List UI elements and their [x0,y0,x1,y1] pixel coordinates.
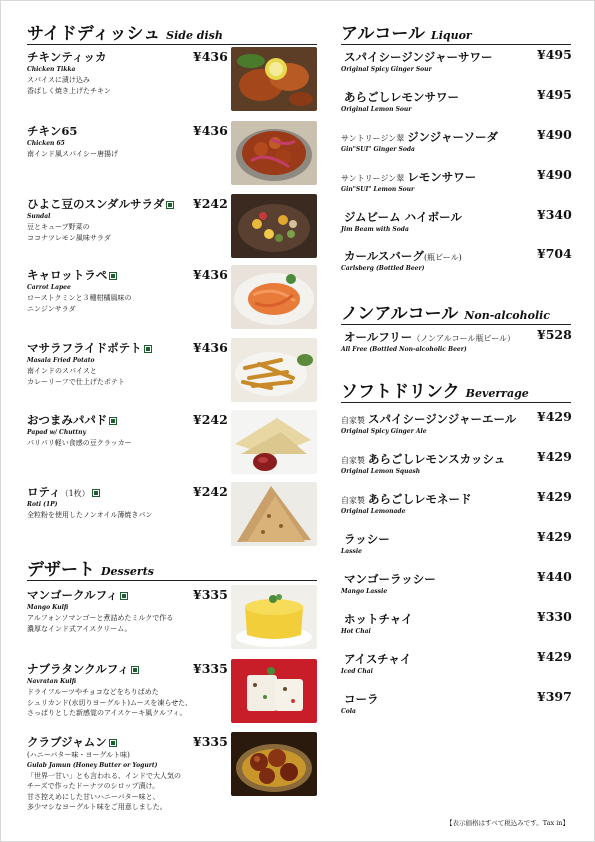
item-english-name: Chicken 65 [27,140,65,147]
drink-name: ジムビーム ハイボール [344,210,462,224]
nonalcoholic-subtitle: Non-alcoholic [464,309,550,322]
drink-price: ¥429 [537,529,572,544]
drink-price: ¥495 [537,87,572,102]
drink-item [341,209,462,233]
drink-name: サントリージン翠 レモンサワー [341,170,477,184]
menu-item-chicken-tikka [27,49,111,96]
soft-drink-heading [341,377,571,403]
item-description: 豆とキューブ野菜の ココナツレモン風味サラダ [27,223,111,242]
soft-drink-title: ソフトドリンク [341,382,460,402]
item-name: チキン65 [27,124,78,138]
drink-item [341,329,515,353]
drink-price: ¥528 [537,327,572,342]
drink-item [341,411,516,435]
item-description: ローストクミンと３種柑橘風味の ニンジンサラダ [27,294,132,313]
liquor-title: アルコール [341,24,425,44]
drink-english-name: Gin"SUI" Ginger Soda [341,146,415,153]
menu-item-carrot-lapee [27,267,132,314]
item-price: ¥335 [193,734,228,749]
side-dish-heading [27,19,317,45]
item-name: おつまみパパド [27,412,132,428]
drink-price: ¥429 [537,649,572,664]
dessert-heading [27,555,317,581]
drink-name: あらごしレモンサワー [344,90,459,104]
item-price: ¥436 [193,267,228,282]
drink-price: ¥340 [537,207,572,222]
drink-price: ¥490 [537,127,572,142]
vegetarian-icon [120,592,128,600]
item-name: キャロットラペ [27,267,132,283]
item-name: ナブラタンクルフィ [27,661,192,677]
item-name: クラブジャムン [27,734,181,750]
drink-english-name: Lassie [341,548,362,555]
drink-price: ¥429 [537,409,572,424]
vegetarian-icon [109,417,117,425]
sundal-photo [231,194,317,258]
nonalcoholic-title: ノンアルコール [341,304,459,324]
drink-english-name: Iced Chai [341,668,373,675]
drink-item [341,129,498,153]
drink-name: 自家製 あらごしレモネード [341,492,472,506]
item-description: 「世界一甘い」とも言われる、インドで大人気の チーズで作ったドーナツのシロップ漬け。 甘さ控えめにした甘いハニーバター味と、 多少マシなヨーグルト味をご用意しました。 [27,771,181,811]
drink-english-name: Original Lemon Sour [341,106,412,113]
drink-item [341,169,476,193]
menu-item-chicken-65 [27,123,118,160]
dessert-subtitle: Desserts [101,565,154,578]
drink-english-name: Original Lemonade [341,508,406,515]
item-english-name: Masala Fried Potato [27,357,95,364]
item-english-name: Papad w/ Chuttny [27,429,86,436]
drink-name: 自家製 あらごしレモンスカッシュ [341,452,506,466]
item-english-name: Mango Kulfi [27,604,69,611]
drink-item [341,451,505,475]
drink-item [341,531,390,555]
drink-item [341,571,436,595]
chicken-tikka-photo [231,47,317,111]
drink-english-name: All Free (Bottled Non-alcoholic Beer) [341,346,467,353]
item-english-name: Gulab Jamun (Honey Butter or Yogurt) [27,761,158,769]
drink-english-name: Mango Lassie [341,588,388,595]
menu-item-masala-fried-potato [27,340,152,387]
drink-name: 自家製 スパイシージンジャーエール [341,412,517,426]
drink-price: ¥330 [537,609,572,624]
soft-drink-subtitle: Beverrage [465,387,529,400]
drink-item [341,611,413,635]
item-name: ロティ（1枚） [27,484,152,500]
drink-name: オールフリー（ノンアルコール瓶ビール） [344,330,516,344]
drink-english-name: Original Spicy Ginger Ale [341,428,427,435]
item-description: 全粒粉を使用したノンオイル薄焼きパン [27,511,153,519]
item-name: マンゴークルフィ [27,587,173,603]
side-dish-title: サイドディッシュ [27,24,161,44]
vegetarian-icon [144,345,152,353]
drink-item [341,89,459,113]
drink-name: サントリージン翠 ジンジャーソーダ [341,130,498,144]
drink-english-name: Jim Beam with Soda [341,226,409,233]
drink-name: アイスチャイ [344,652,412,666]
drink-name: ホットチャイ [344,612,413,626]
drink-price: ¥704 [537,246,572,261]
drink-item [341,248,462,272]
drink-price: ¥429 [537,449,572,464]
vegetarian-icon [109,739,117,747]
drink-english-name: Original Spicy Ginger Sour [341,66,432,73]
drink-price: ¥440 [537,569,572,584]
drink-english-name: Gin"SUI" Lemon Sour [341,186,415,193]
liquor-subtitle: Liquor [430,29,472,42]
drink-name: ラッシー [344,532,390,546]
item-name: ひよこ豆のスンダルサラダ [27,196,174,212]
drink-name: カールスバーグ(瓶ビール) [344,249,462,263]
drink-english-name: Hot Chai [341,628,371,635]
item-price: ¥335 [193,587,228,602]
vegetarian-icon [109,272,117,280]
side-dish-subtitle: Side dish [166,29,223,42]
chicken-65-photo [231,121,317,185]
item-description: ドライフルーツやチョコなどをちりばめた シュリカンド(水切りヨーグルト)ムースを凍らせた、 さっぱりとした新感覚のアイスケーキ風クルフィ。 [27,688,193,717]
dessert-title: デザート [27,560,95,580]
drink-name: コーラ [344,692,379,706]
drink-item [341,49,492,73]
drink-name: マンゴーラッシー [344,572,436,586]
item-price: ¥242 [193,412,228,427]
liquor-heading [341,19,571,45]
menu-item-gulab-jamun [27,734,181,813]
roti-photo [231,482,317,546]
drink-item [341,491,472,515]
item-name: チキンティッカ [27,50,107,64]
item-price: ¥335 [193,661,228,676]
item-english-name: Sundal [27,213,51,220]
drink-price: ¥495 [537,47,572,62]
item-english-name: Navratan Kulfi [27,678,77,685]
item-price: ¥436 [193,340,228,355]
drink-price: ¥397 [537,689,572,704]
menu-item-roti [27,484,152,521]
item-name: マサラフライドポテト [27,340,152,356]
menu-item-navratan-kulfi [27,661,192,719]
item-price: ¥242 [193,484,228,499]
drink-name: スパイシージンジャーサワー [344,50,493,64]
drink-price: ¥490 [537,167,572,182]
item-description: スパイスに漬け込み 香ばしく焼き上げたチキン [27,76,111,95]
masala-fried-potato-photo [231,338,317,402]
item-description: 南インドのスパイスと カレーリーフで仕上げたポテト [27,367,125,386]
papad-photo [231,410,317,474]
item-description: パリパリ軽い食感の豆クラッカー [27,439,132,447]
vegetarian-icon [131,666,139,674]
mango-kulfi-photo [231,585,317,649]
menu-item-papad [27,412,132,449]
item-price: ¥436 [193,49,228,64]
item-english-name: Roti (1P) [27,501,58,508]
gulab-jamun-photo [231,732,317,796]
item-english-name: Carrot Lapee [27,284,71,291]
carrot-lapee-photo [231,265,317,329]
drink-english-name: Carlsberg (Bottled Beer) [341,265,425,272]
vegetarian-icon [92,489,100,497]
item-description: アルフォンソマンゴーと煮詰めたミルクで作る 濃厚なインド式アイスクリーム。 [27,614,174,633]
nonalcoholic-heading [341,299,571,325]
drink-english-name: Cola [341,708,356,715]
menu-item-sundal [27,196,174,243]
item-price: ¥242 [193,196,228,211]
vegetarian-icon [166,201,174,209]
item-variant: (ハニーバター味・ヨーグルト味) [27,751,130,759]
navratan-kulfi-photo [231,659,317,723]
item-description: 南インド風スパイシー唐揚げ [27,150,118,158]
drink-item [341,691,379,715]
drink-price: ¥429 [537,489,572,504]
item-price: ¥436 [193,123,228,138]
item-english-name: Chicken Tikka [27,66,76,73]
drink-item [341,651,411,675]
drink-english-name: Original Lemon Squash [341,468,421,475]
menu-item-mango-kulfi [27,587,173,634]
tax-note: 【表示価格はすべて税込みです。Tax in】 [445,819,569,827]
